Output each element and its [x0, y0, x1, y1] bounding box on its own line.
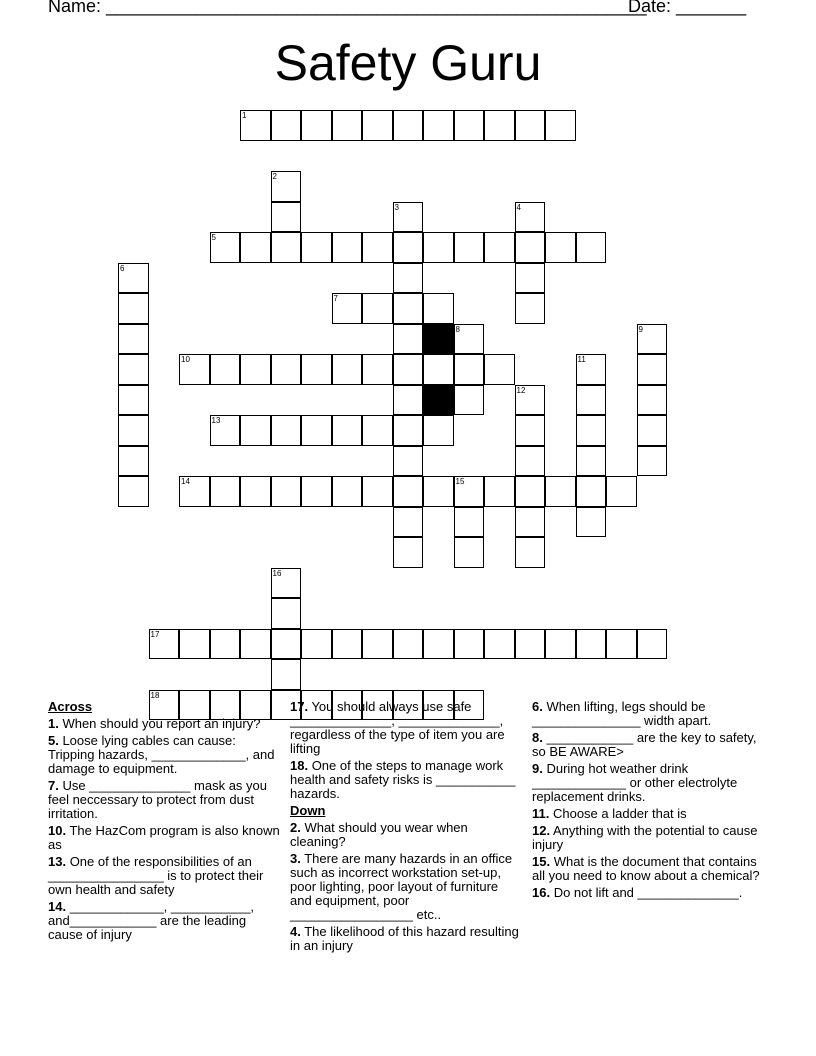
grid-cell[interactable] [515, 476, 546, 507]
grid-cell[interactable] [545, 629, 576, 660]
clue-number: 2 [272, 172, 277, 181]
grid-cell[interactable] [271, 232, 302, 263]
grid-cell[interactable] [454, 354, 485, 385]
clue-item [532, 824, 764, 852]
grid-cell[interactable] [393, 385, 424, 416]
clue-text: Choose a ladder that is [549, 806, 687, 821]
clues-column-3 [532, 700, 764, 903]
clue-number: 9 [638, 324, 643, 334]
grid-cell[interactable] [149, 629, 180, 660]
page-title: Safety Guru [274, 35, 542, 91]
grid-cell[interactable] [637, 354, 668, 385]
grid-cell[interactable] [118, 385, 149, 416]
grid-cell[interactable] [576, 415, 607, 446]
grid-cell[interactable] [240, 629, 271, 660]
clues-column-1 [48, 700, 280, 945]
grid-cell[interactable] [210, 232, 241, 263]
clue-text: The HazCom program is also known as [48, 823, 280, 852]
clue-item [532, 762, 764, 804]
grid-cell[interactable] [332, 110, 363, 141]
grid-cell[interactable] [301, 232, 332, 263]
clue-number: 18 [150, 690, 160, 700]
grid-cell[interactable] [362, 476, 393, 507]
clue-text: Anything with the potential to cause injury [532, 823, 758, 852]
grid-cell[interactable] [271, 171, 302, 202]
grid-cell[interactable] [332, 232, 363, 263]
clue-number-label: 5. [48, 733, 59, 748]
clue-number-label: 18. [290, 758, 309, 773]
grid-cell[interactable] [484, 110, 515, 141]
grid-cell[interactable] [210, 629, 241, 660]
clue-item [532, 855, 764, 883]
clue-number: 4 [516, 202, 521, 212]
grid-cell[interactable] [454, 629, 485, 660]
clue-item [532, 886, 764, 900]
grid-cell[interactable] [423, 232, 454, 263]
grid-cell[interactable] [393, 629, 424, 660]
clue-item [290, 700, 522, 756]
grid-cell[interactable] [637, 629, 668, 660]
clue-text: When lifting, legs should be _______________ width apart. [532, 699, 712, 728]
clue-item [290, 852, 522, 922]
clue-text: ____________ are the key to safety, so BE AWARE> [532, 730, 757, 759]
grid-cell[interactable] [393, 507, 424, 538]
clue-number-label: 6. [532, 699, 543, 714]
grid-cell[interactable] [484, 354, 515, 385]
clue-number-label: 2. [290, 820, 301, 835]
grid-cell[interactable] [271, 202, 302, 233]
grid-cell[interactable] [454, 537, 485, 568]
grid-cell[interactable] [393, 446, 424, 477]
grid-cell[interactable] [393, 415, 424, 446]
grid-cell[interactable] [271, 415, 302, 446]
clue-item [48, 734, 280, 776]
clue-item [48, 855, 280, 897]
grid-cell[interactable] [393, 263, 424, 294]
grid-cell[interactable] [271, 629, 302, 660]
grid-cell[interactable] [454, 385, 485, 416]
grid-cell[interactable] [301, 354, 332, 385]
clue-number: 11 [577, 355, 586, 364]
grid-cell[interactable] [576, 476, 607, 507]
grid-cell[interactable] [545, 476, 576, 507]
grid-cell[interactable] [393, 110, 424, 141]
grid-cell[interactable] [423, 293, 454, 324]
grid-cell[interactable] [271, 659, 302, 690]
grid-cell[interactable] [423, 415, 454, 446]
clue-number-label: 7. [48, 778, 59, 793]
clue-text: The likelihood of this hazard resulting in an injury [290, 924, 519, 953]
clue-text: There are many hazards in an office such as incorrect workstation set-up, poor lighting, poor layout of furniture and equipment, poor _________________ etc.. [290, 851, 513, 922]
clue-number: 5 [211, 233, 216, 242]
clue-text: You should always use safe ______________, ______________, regardless of the type of item you are lifting [290, 699, 505, 756]
grid-cell[interactable] [210, 415, 241, 446]
clue-item [48, 779, 280, 821]
grid-cell[interactable] [393, 354, 424, 385]
grid-cell[interactable] [118, 293, 149, 324]
grid-cell[interactable] [454, 324, 485, 355]
grid-cell[interactable] [637, 446, 668, 477]
clue-item [48, 717, 280, 731]
clue-number-label: 17. [290, 699, 309, 714]
clue-number-label: 8. [532, 730, 543, 745]
grid-cell[interactable] [637, 324, 668, 355]
grid-cell[interactable] [515, 232, 546, 263]
grid-cell[interactable] [301, 476, 332, 507]
clue-number-label: 15. [532, 854, 551, 869]
clue-number: 8 [455, 324, 460, 334]
clue-item [48, 900, 280, 942]
clue-number-label: 1. [48, 716, 59, 731]
clue-number: 3 [394, 202, 399, 212]
grid-cell[interactable] [423, 110, 454, 141]
clue-text: _____________, ___________, and____________ are the leading cause of injury [48, 899, 255, 942]
grid-cell[interactable] [393, 293, 424, 324]
black-cell [423, 324, 454, 355]
clues-column-2 [290, 700, 522, 956]
black-cell [423, 385, 454, 416]
clue-number: 17 [150, 629, 160, 639]
grid-cell[interactable] [271, 568, 302, 599]
grid-cell[interactable] [545, 110, 576, 141]
grid-cell[interactable] [362, 110, 393, 141]
clue-number-label: 11. [532, 806, 550, 821]
grid-cell[interactable] [301, 110, 332, 141]
grid-cell[interactable] [118, 476, 149, 507]
clue-item [290, 925, 522, 953]
grid-cell[interactable] [515, 263, 546, 294]
grid-cell[interactable] [545, 232, 576, 263]
grid-cell[interactable] [423, 354, 454, 385]
grid-cell[interactable] [423, 629, 454, 660]
grid-cell[interactable] [301, 629, 332, 660]
across-heading: Across [48, 699, 93, 714]
grid-cell[interactable] [301, 415, 332, 446]
grid-cell[interactable] [332, 354, 363, 385]
clue-item [532, 807, 764, 821]
grid-cell[interactable] [240, 232, 271, 263]
grid-cell[interactable] [637, 385, 668, 416]
grid-cell[interactable] [576, 446, 607, 477]
grid-cell[interactable] [515, 415, 546, 446]
grid-cell[interactable] [271, 354, 302, 385]
grid-cell[interactable] [240, 354, 271, 385]
grid-cell[interactable] [271, 110, 302, 141]
grid-cell[interactable] [118, 354, 149, 385]
grid-cell[interactable] [576, 629, 607, 660]
grid-cell[interactable] [118, 415, 149, 446]
grid-cell[interactable] [484, 629, 515, 660]
clue-number-label: 12. [532, 823, 551, 838]
grid-cell[interactable] [179, 629, 210, 660]
grid-cell[interactable] [179, 476, 210, 507]
clue-text: One of the steps to manage work health and safety risks is ___________ hazards. [290, 758, 516, 801]
grid-cell[interactable] [271, 598, 302, 629]
grid-cell[interactable] [118, 324, 149, 355]
clue-item [290, 821, 522, 849]
clue-text: When should you report an injury? [58, 716, 261, 731]
grid-cell[interactable] [515, 446, 546, 477]
clue-number-label: 16. [532, 885, 551, 900]
grid-cell[interactable] [240, 476, 271, 507]
clue-item [532, 731, 764, 759]
grid-cell[interactable] [271, 476, 302, 507]
clue-item [48, 824, 280, 852]
clue-text: Do not lift and ______________. [550, 885, 743, 900]
grid-cell[interactable] [179, 354, 210, 385]
grid-cell[interactable] [362, 232, 393, 263]
grid-cell[interactable] [118, 263, 149, 294]
down-heading: Down [290, 803, 326, 818]
clue-number: 16 [272, 568, 282, 578]
grid-cell[interactable] [423, 476, 454, 507]
grid-cell[interactable] [393, 202, 424, 233]
clue-number-label: 13. [48, 854, 67, 869]
clue-number-label: 14. [48, 899, 67, 914]
grid-cell[interactable] [576, 507, 607, 538]
grid-cell[interactable] [332, 293, 363, 324]
grid-cell[interactable] [515, 385, 546, 416]
grid-cell[interactable] [515, 293, 546, 324]
clue-text: During hot weather drink _____________ or other electrolyte replacement drinks. [532, 761, 738, 804]
clue-number-label: 3. [290, 851, 301, 866]
grid-cell[interactable] [576, 385, 607, 416]
grid-cell[interactable] [515, 507, 546, 538]
clue-text: What is the document that contains all you need to know about a chemical? [532, 854, 760, 883]
grid-cell[interactable] [606, 629, 637, 660]
grid-cell[interactable] [240, 110, 271, 141]
clue-number: 7 [333, 294, 338, 303]
grid-cell[interactable] [454, 232, 485, 263]
grid-cell[interactable] [515, 110, 546, 141]
grid-cell[interactable] [393, 324, 424, 355]
grid-cell[interactable] [576, 354, 607, 385]
grid-cell[interactable] [393, 476, 424, 507]
clue-number: 10 [181, 355, 190, 364]
clue-text: One of the responsibilities of an ________________ is to protect their own health and safety [48, 854, 264, 897]
clue-number: 13 [211, 416, 221, 425]
grid-cell[interactable] [484, 476, 515, 507]
clue-number: 6 [120, 263, 125, 273]
date-field[interactable]: Date: _______ [628, 0, 747, 16]
grid-cell[interactable] [210, 476, 241, 507]
clue-number-label: 10. [48, 823, 67, 838]
clue-number: 14 [181, 477, 190, 486]
grid-cell[interactable] [240, 415, 271, 446]
grid-cell[interactable] [332, 476, 363, 507]
clue-number: 12 [516, 385, 526, 395]
clue-text: Loose lying cables can cause: Tripping hazards, _____________, and damage to equipment. [48, 733, 275, 776]
grid-cell[interactable] [515, 537, 546, 568]
grid-cell[interactable] [332, 415, 363, 446]
clue-text: What should you wear when cleaning? [290, 820, 468, 849]
grid-cell[interactable] [393, 537, 424, 568]
clue-text: Use ______________ mask as you feel neccessary to protect from dust irritation. [48, 778, 267, 821]
clue-number: 15 [455, 477, 465, 486]
grid-cell[interactable] [393, 232, 424, 263]
clue-item [532, 700, 764, 728]
grid-cell[interactable] [454, 476, 485, 507]
grid-cell[interactable] [637, 415, 668, 446]
name-field[interactable]: Name: ______________________________________________________ [48, 0, 647, 16]
grid-cell[interactable] [606, 476, 637, 507]
grid-cell[interactable] [118, 446, 149, 477]
grid-cell[interactable] [515, 202, 546, 233]
grid-cell[interactable] [332, 629, 363, 660]
grid-cell[interactable] [454, 110, 485, 141]
grid-cell[interactable] [454, 507, 485, 538]
grid-cell[interactable] [515, 629, 546, 660]
grid-cell[interactable] [362, 293, 393, 324]
clue-number-label: 9. [532, 761, 543, 776]
grid-cell[interactable] [576, 232, 607, 263]
clue-item [290, 759, 522, 801]
clue-number: 1 [242, 111, 247, 120]
grid-cell[interactable] [362, 629, 393, 660]
grid-cell[interactable] [210, 354, 241, 385]
grid-cell[interactable] [362, 354, 393, 385]
clue-number-label: 4. [290, 924, 301, 939]
grid-cell[interactable] [484, 232, 515, 263]
grid-cell[interactable] [362, 415, 393, 446]
